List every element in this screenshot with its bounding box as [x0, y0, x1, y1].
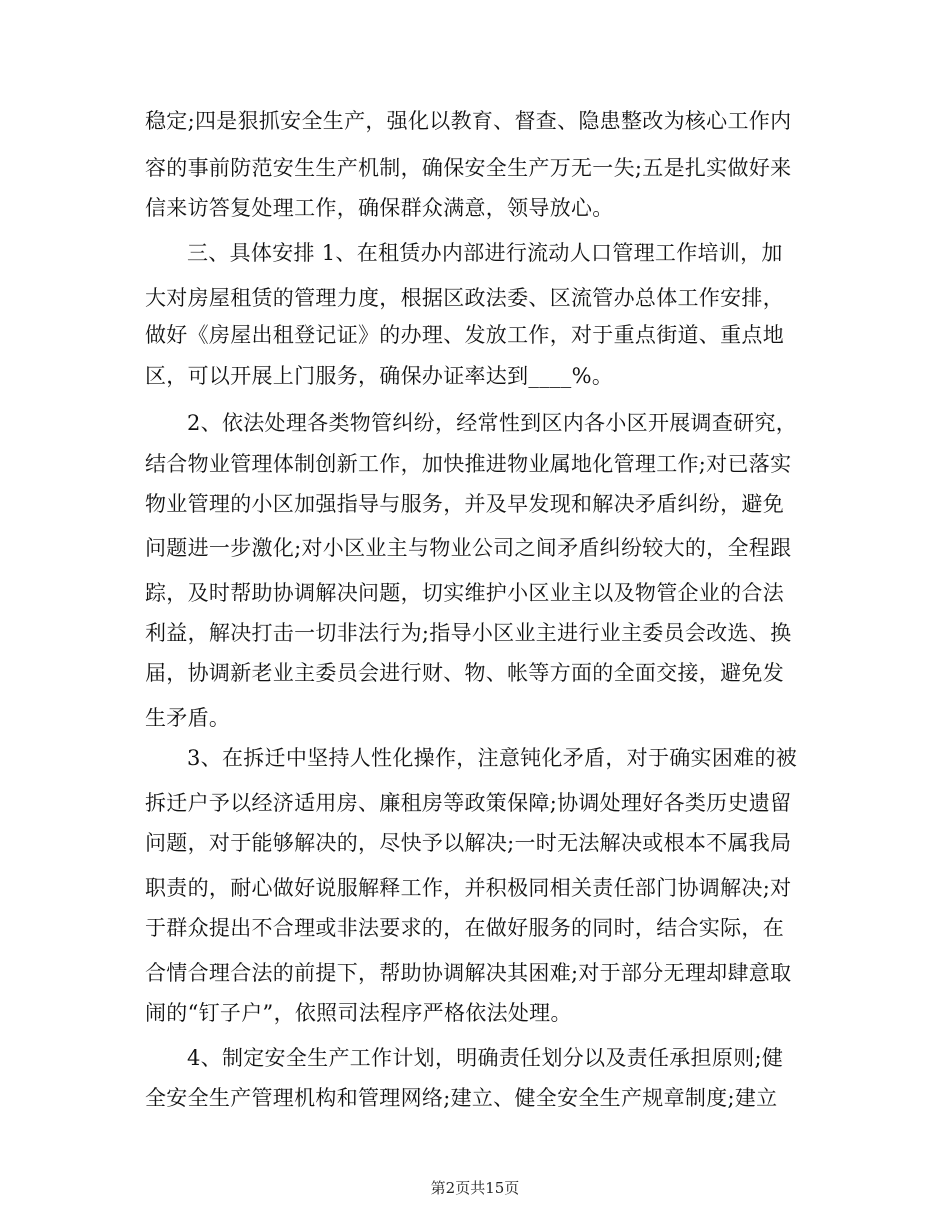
- text-line: 踪，及时帮助协调解决问题，切实维护小区业主以及物管企业的合法: [145, 581, 784, 605]
- text-line: 做好《房屋出租登记证》的办理、发放工作，对于重点街道、重点地: [145, 323, 784, 347]
- text-line: 结合物业管理体制创新工作，加快推进物业属地化管理工作;对已落实: [145, 452, 792, 476]
- text-line: 拆迁户予以经济适用房、廉租房等政策保障;协调处理好各类历史遗留: [145, 791, 792, 815]
- text-line: 闹的“钉子户”，依照司法程序严格依法处理。: [145, 1001, 572, 1025]
- text-line: 问题进一步激化;对小区业主与物业公司之间矛盾纠纷较大的，全程跟: [145, 536, 792, 560]
- text-line: 物业管理的小区加强指导与服务，并及早发现和解决矛盾纠纷，避免: [145, 492, 784, 516]
- text-line: 信来访答复处理工作，确保群众满意，领导放心。: [145, 196, 614, 220]
- page-number-footer: 第2页共15页: [430, 1179, 520, 1197]
- text-line: 届，协调新老业主委员会进行财、物、帐等方面的全面交接，避免发: [145, 661, 784, 685]
- text-line: 职责的，耐心做好说服解释工作，并积极同相关责任部门协调解决;对: [145, 876, 792, 900]
- text-line: 稳定;四是狠抓安全生产，强化以教育、督查、隐患整改为核心工作内: [145, 109, 792, 133]
- text-line: 2、依法处理各类物管纠纷，经常性到区内各小区开展调查研究，: [187, 411, 798, 435]
- text-line: 三、具体安排 1、在租赁办内部进行流动人口管理工作培训，加: [187, 241, 783, 265]
- text-line: 合情合理合法的前提下，帮助协调解决其困难;对于部分无理却肆意取: [145, 961, 792, 985]
- text-line: 大对房屋租赁的管理力度，根据区政法委、区流管办总体工作安排，: [145, 286, 784, 310]
- text-line: 全安全生产管理机构和管理网络;建立、健全安全生产规章制度;建立: [145, 1086, 778, 1110]
- text-line: 3、在拆迁中坚持人性化操作，注意钝化矛盾，对于确实困难的被: [187, 746, 798, 770]
- text-line: 问题，对于能够解决的，尽快予以解决;一时无法解决或根本不属我局: [145, 831, 792, 855]
- text-line: 容的事前防范安生生产机制，确保安全生产万无一失;五是扎实做好来: [145, 156, 792, 180]
- text-line: 区，可以开展上门服务，确保办证率达到____%。: [145, 364, 614, 388]
- text-line: 利益，解决打击一切非法行为;指导小区业主进行业主委员会改选、换: [145, 621, 792, 645]
- text-line: 于群众提出不合理或非法要求的，在做好服务的同时，结合实际，在: [145, 916, 784, 940]
- text-line: 4、制定安全生产工作计划，明确责任划分以及责任承担原则;健: [187, 1046, 784, 1070]
- text-line: 生矛盾。: [145, 706, 231, 730]
